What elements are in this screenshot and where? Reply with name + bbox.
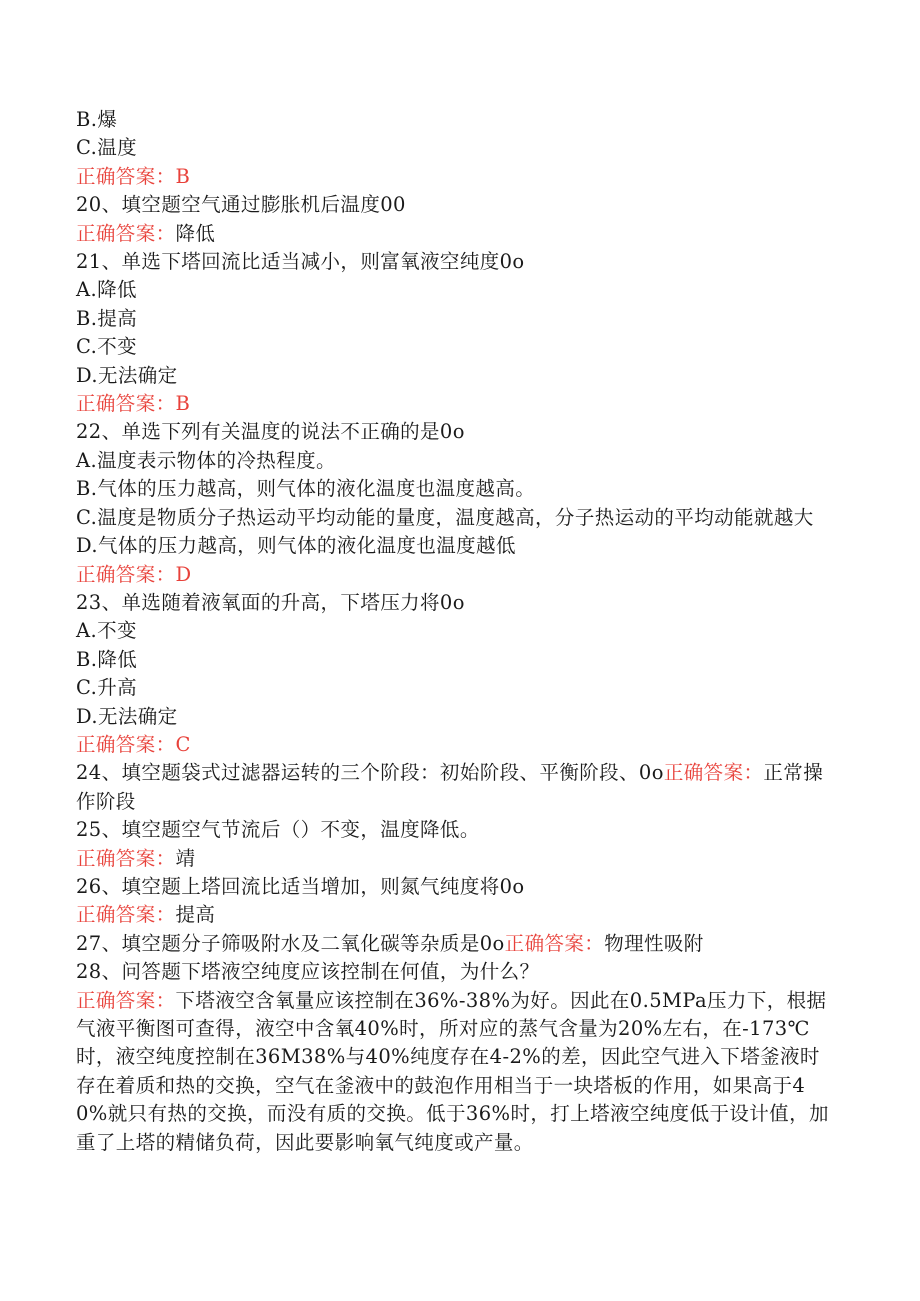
question-line: 22、单选下列有关温度的说法不正确的是0o bbox=[76, 420, 465, 444]
option-line: A.不变 bbox=[76, 619, 137, 643]
answer-value: 物理性吸附 bbox=[604, 931, 704, 955]
answer-line bbox=[76, 901, 836, 929]
answer-value: D bbox=[175, 562, 192, 586]
question-with-answer bbox=[76, 759, 836, 816]
answer-value: 提高 bbox=[175, 903, 216, 927]
answer-label: 正确答案： bbox=[76, 732, 176, 756]
option-line: C.温度是物质分子热运动平均动能的量度，温度越高，分子热运动的平均动能就越大 bbox=[76, 505, 814, 529]
answer-line bbox=[76, 390, 836, 418]
question-text: 24、填空题袋式过滤器运转的三个阶段：初始阶段、平衡阶段、0o bbox=[76, 761, 664, 785]
answer-label: 正确答案： bbox=[76, 988, 176, 1012]
answer-value: 靖 bbox=[175, 846, 196, 870]
option-line: D.气体的压力越高，则气体的液化温度也温度越低 bbox=[76, 534, 516, 558]
question-text: 27、填空题分子筛吸附水及二氧化碳等杂质是0o bbox=[76, 931, 505, 955]
option-line: A.温度表示物体的冷热程度。 bbox=[76, 448, 336, 472]
question-line: 26、填空题上塔回流比适当增加，则氮气纯度将0o bbox=[76, 874, 525, 898]
question-line: 28、问答题下塔液空纯度应该控制在何值，为什么？ bbox=[76, 960, 540, 984]
option-line: C.升高 bbox=[76, 676, 138, 700]
answer-line bbox=[76, 561, 836, 589]
option-line: B.爆 bbox=[76, 108, 118, 131]
option-line: D.无法确定 bbox=[76, 704, 178, 728]
question-line: 25、填空题空气节流后（）不变，温度降低。 bbox=[76, 818, 480, 842]
option-line: B.提高 bbox=[76, 306, 138, 330]
answer-line bbox=[76, 731, 836, 759]
answer-value: B bbox=[175, 392, 191, 416]
answer-label: 正确答案： bbox=[76, 562, 176, 586]
question-with-answer bbox=[76, 930, 836, 958]
answer-label: 正确答案： bbox=[76, 903, 176, 927]
question-line: 20、填空题空气通过膨胀机后温度00 bbox=[76, 193, 406, 217]
document-page bbox=[76, 106, 836, 1157]
answer-label: 正确答案： bbox=[76, 392, 176, 416]
answer-label: 正确答案： bbox=[76, 164, 176, 188]
answer-line bbox=[76, 220, 836, 248]
answer-label: 正确答案： bbox=[504, 931, 605, 955]
question-line: 21、单选下塔回流比适当减小，则富氧液空纯度0o bbox=[76, 250, 525, 274]
option-line: C.不变 bbox=[76, 335, 138, 359]
answer-label: 正确答案： bbox=[76, 221, 176, 245]
answer-value: 正常操作阶段 bbox=[76, 761, 824, 813]
answer-line bbox=[76, 163, 836, 191]
option-line: D.无法确定 bbox=[76, 363, 178, 387]
answer-label: 正确答案： bbox=[663, 761, 764, 785]
question-line: 23、单选随着液氧面的升高，下塔压力将0o bbox=[76, 590, 465, 614]
answer-paragraph bbox=[76, 987, 836, 1157]
answer-label: 正确答案： bbox=[76, 846, 176, 870]
option-line: B.气体的压力越高，则气体的液化温度也温度越高。 bbox=[76, 477, 536, 501]
answer-value: 下塔液空含氧量应该控制在36%-38%为好。因此在0.5MPa压力下，根据气液平衡图可查得，液空中含氧40%时，所对应的蒸气含量为20%左右，在-173℃时，液空纯度控制在36M38%与40%纯度存在4-2%的差，因此空气进入下塔釜液时存在着质和热的交换，空气在釜液中的鼓泡作用相当于一块塔板的作用，如果高于40%就只有热的交换，而没有质的交换。低于36%时，打上塔液空纯度低于设计值，加重了上塔的精储负荷，因此要影响氧气纯度或产量。 bbox=[76, 988, 829, 1154]
option-line: A.降低 bbox=[76, 278, 137, 302]
answer-value: 降低 bbox=[175, 221, 216, 245]
answer-value: C bbox=[175, 732, 191, 756]
answer-value: B bbox=[175, 164, 191, 188]
option-line: B.降低 bbox=[76, 647, 138, 671]
option-line: C.温度 bbox=[76, 136, 138, 160]
answer-line bbox=[76, 845, 836, 873]
